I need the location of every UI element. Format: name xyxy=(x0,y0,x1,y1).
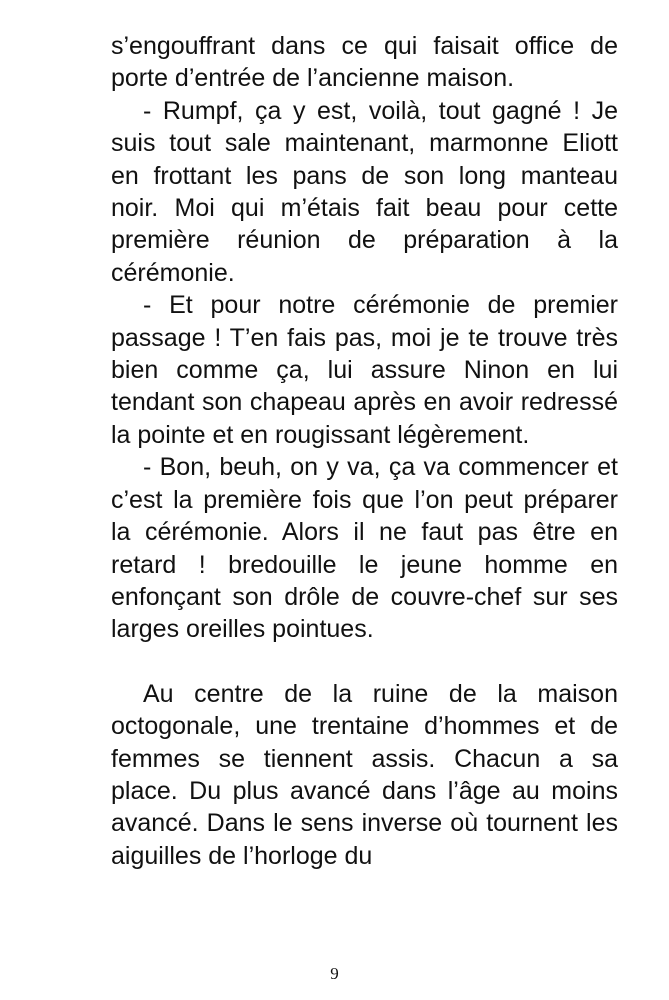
page-number: 9 xyxy=(330,964,339,983)
paragraph-octagonal-house: Au centre de la ruine de la maison octogonale, une trentaine d’hommes et de femmes se tiennent assis. Chacun a sa place. Du plus avancé dans l’âge au moins avancé. Dans le sens inverse où tournent les aiguilles de l’horloge du xyxy=(111,679,618,870)
body-text xyxy=(111,30,618,872)
paragraph-ninon-dialogue: - Et pour notre cérémonie de premier passage ! T’en fais pas, moi je te trouve très bien comme ça, lui assure Ninon en lui tendant son chapeau après en avoir redressé la pointe et en rougissant légèrement. xyxy=(111,291,618,449)
paragraph-young-man-dialogue: - Bon, beuh, on y va, ça va commencer et c’est la première fois que l’on peut préparer la cérémonie. Alors il ne faut pas être en retard ! bredouille le jeune homme en enfonçant son drôle de couvre-chef sur ses larges oreilles pointues. xyxy=(111,453,618,644)
paragraph-continuation: s’engouffrant dans ce qui faisait office de porte d’entrée de l’ancienne maison. xyxy=(111,32,618,93)
paragraph-eliott-dialogue: - Rumpf, ça y est, voilà, tout gagné ! Je suis tout sale maintenant, marmonne Eliott en frottant les pans de son long manteau noir. Moi qui m’étais fait beau pour cette première réunion de préparation à la cérémonie. xyxy=(111,96,618,287)
